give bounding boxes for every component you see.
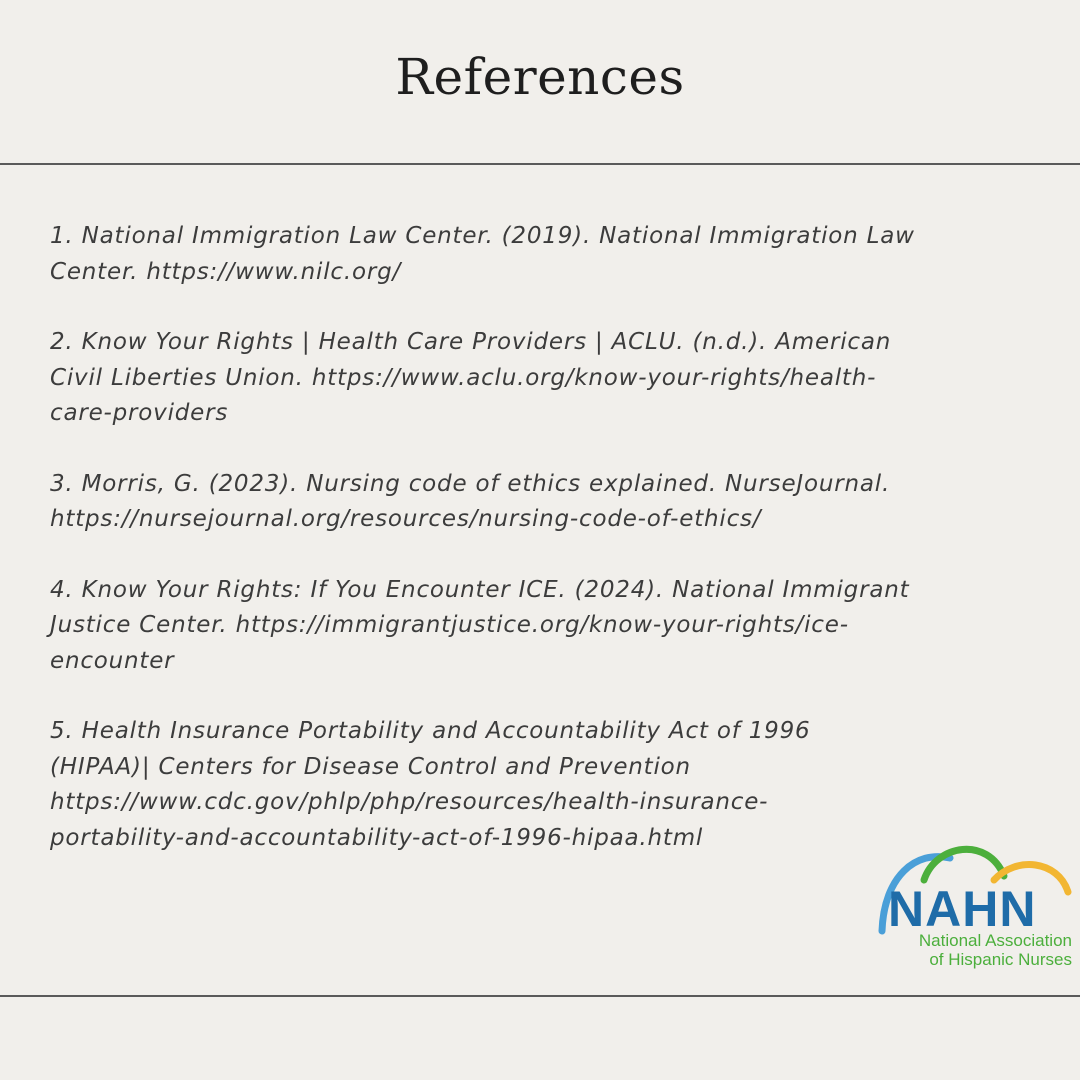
top-divider — [0, 163, 1080, 165]
logo-wordmark: NAHN — [888, 881, 1037, 937]
reference-item-2: 2. Know Your Rights | Health Care Providers | ACLU. (n.d.). American Civil Liberties Union. https://www.aclu.org/know-your-rights/health- care-providers — [50, 329, 892, 426]
nahn-logo — [876, 836, 1076, 976]
reference-item-1: 1. National Immigration Law Center. (2019). National Immigration Law Center. https://www.nilc.org/ — [50, 223, 915, 285]
logo-subtitle-line-2: of Hispanic Nurses — [929, 950, 1072, 969]
reference-item-4: 4. Know Your Rights: If You Encounter ICE. (2024). National Immigrant Justice Center. https://immigrantjustice.org/know-your-rights/ice- encounter — [50, 576, 910, 674]
logo-subtitle-line-1: National Association — [918, 931, 1072, 950]
page-title: References — [395, 48, 685, 106]
reference-item-5: 5. Health Insurance Portability and Accountability Act of 1996 (HIPAA)| Centers for Disease Control and Prevention https://www.cdc.gov/phlp/php/resources/health-insurance- portability-and-accountability-act-of-1996-hipaa.html — [50, 718, 811, 851]
bottom-divider — [0, 995, 1080, 997]
logo-subtitle — [880, 931, 1072, 969]
reference-list — [50, 219, 1040, 891]
reference-item-3: 3. Morris, G. (2023). Nursing code of ethics explained. NurseJournal. https://nursejournal.org/resources/nursing-code-of-ethics/ — [50, 470, 891, 532]
